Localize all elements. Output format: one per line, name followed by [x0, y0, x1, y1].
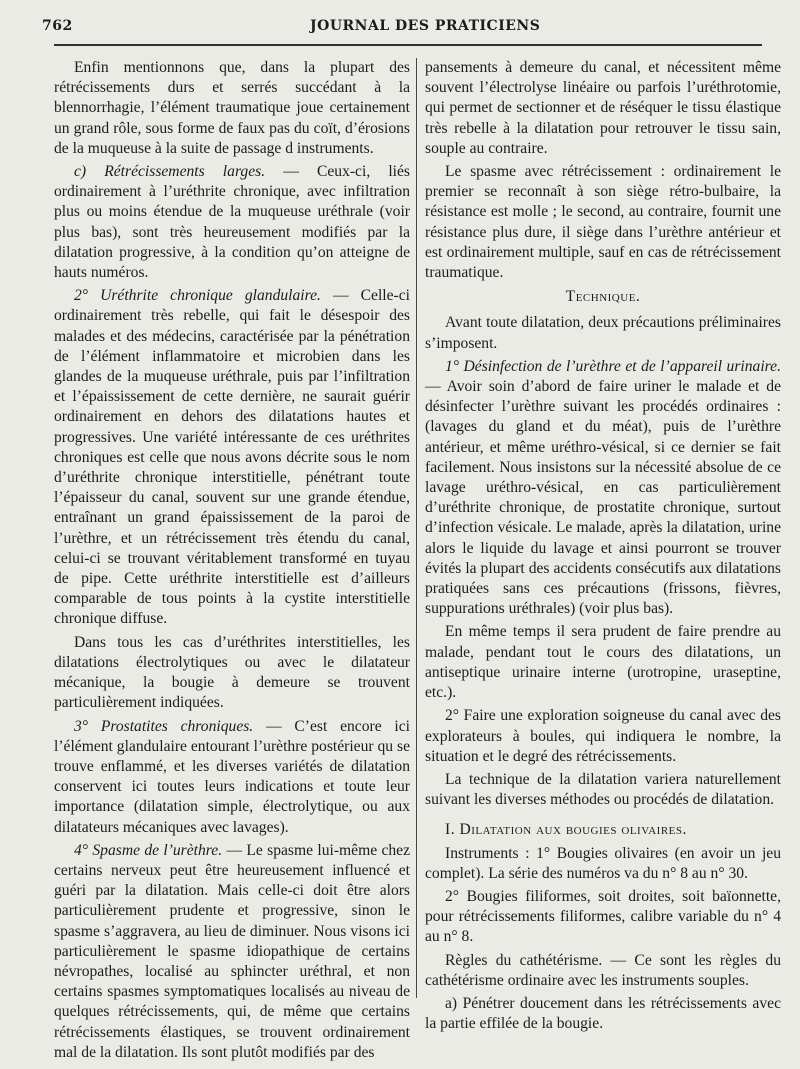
paragraph: Instruments : 1° Bougies olivaires (en avoir un jeu complet). La série des numéros va du n° 8 au n° 30. [425, 844, 781, 882]
paragraph-heading: 3° Prostatites chroniques. [74, 717, 254, 735]
paragraph [54, 162, 410, 283]
page-number: 762 [42, 18, 73, 34]
page-header [42, 18, 762, 42]
left-column [54, 58, 410, 1061]
paragraph: pansements à demeure du canal, et nécessitent même souvent l’électrolyse linéaire ou parfois l’uréthrotomie, qui permet de sectionner et de réséquer le tissu élastique très rebelle à la dilatation pour retrouver le tissu sain, souple au contraire. [425, 59, 781, 157]
paragraph-heading: c) Rétrécissements larges. [74, 163, 266, 181]
paragraph: a) Pénétrer doucement dans les rétrécissements avec la partie effilée de la bougie. [425, 994, 781, 1033]
paragraph: 2° Faire une exploration soigneuse du canal avec des explorateurs à boules, qui indiquera le nombre, la situation et le degré des rétrécissements. [425, 707, 781, 765]
paragraph [425, 357, 781, 620]
column-divider [416, 58, 417, 998]
paragraph-text: — C’est encore ici l’élément glandulaire entourant l’urèthre postérieur qu se trouve enflammé, et les diverses variétés de dilatation conservent ici toutes leurs indications et toute leur importance (dilatation simple, électrolytique, ou aux dilatateurs mécaniques avec lavages). [54, 717, 410, 836]
paragraph [54, 841, 410, 1063]
paragraph [54, 286, 410, 629]
paragraph-heading: 4° Spasme de l’urèthre. [74, 841, 223, 859]
paragraph: Règles du cathétérisme. — Ce sont les règles du cathétérisme ordinaire avec les instruments souples. [425, 951, 781, 989]
paragraph-text: — Le spasme lui-même chez certains nerveux peut être heureusement influencé et guéri par la dilatation. Mais celle-ci doit être alors particulièrement prudente et progressive, sinon le spasme s’aggravera, au lieu de diminuer. Nous visons ici particulièrement le spasme idiopathique de certains névropathes, localisé au sphincter uréthral, et non certains spasmes symptomatiques localisés au niveau de quelques rétrécissements, qui, de même que certains rétrécissements élastiques, se trouvent ordinairement mal de la dilatation. Ils sont plutôt modifiés par des [54, 841, 410, 1061]
paragraph-heading: 1° Désinfection de l’urèthre et de l’appareil urinaire. [445, 357, 781, 375]
paragraph-heading: 2° Uréthrite chronique glandulaire. [74, 287, 321, 305]
paragraph-text: — Avoir soin d’abord de faire uriner le malade et de désinfecter l’urèthre suivant les procédés ordinaires : (lavages du gland et du méat), puis de l’urèthre antérieur, et même uréthro-vésical, si ce dernier se fait facilement. Nous insistons sur la nécessité absolue de ce lavage uréthro-vésical, en cas particulièrement d’uréthrite chronique, de prostatite chronique, surtout d’infection vésicale. Le malade, après la dilatation, urine alors le liquide du lavage et ainsi pourront se trouver évités la plupart des accidents consécutifs aux dilatations pratiquées sans ces précautions (frissons, fièvres, suppurations uréthrales) (voir plus bas). [425, 378, 781, 618]
paragraph: Enfin mentionnons que, dans la plupart des rétrécissements durs et serrés succédant à la blennorrhagie, l’élément traumatique joue certainement un grand rôle, sous forme de faux pas du coït, d’érosions de la muqueuse à la suite de passage d instruments. [54, 59, 410, 157]
paragraph: Avant toute dilatation, deux précautions préliminaires s’imposent. [425, 314, 781, 352]
section-heading: Technique. [565, 288, 641, 306]
paragraph: Dans tous les cas d’uréthrites interstitielles, les dilatations électrolytiques ou avec le dilatateur mécanique, la bougie à demeure se trouvent particulièrement indiquées. [54, 633, 410, 712]
subsection-heading: I. Dilatation aux bougies olivaires. [445, 821, 687, 839]
journal-title: JOURNAL DES PRATICIENS [310, 18, 541, 34]
paragraph: La technique de la dilatation variera naturellement suivant les diverses méthodes ou procédés de dilatation. [425, 770, 781, 809]
paragraph: En même temps il sera prudent de faire prendre au malade, pendant tout le cours des dilatations, un antiseptique urinaire interne (urotropine, uraseptine, etc.). [425, 623, 781, 702]
header-rule [54, 44, 762, 46]
paragraph: 2° Bougies filiformes, soit droites, soit baïonnette, pour rétrécissements filiformes, calibre variable du n° 4 au n° 8. [425, 887, 781, 946]
right-column [425, 58, 781, 1048]
paragraph [54, 717, 410, 838]
paragraph-text: — Ceux-ci, liés ordinairement à l’uréthrite chronique, avec infiltration plus ou moins étendue de la muqueuse uréthrale (voir plus bas), sont très heureusement modifiés par la dilatation progressive, à la condition qu’on atteigne de hauts numéros. [54, 163, 410, 282]
paragraph: Le spasme avec rétrécissement : ordinairement le premier se reconnaît à son siège rétro-bulbaire, la résistance est molle ; le second, au contraire, fournit une résistance plus dure, il siège dans l’urèthre antérieur et est ordinairement multiple, sauf en cas de rétrécissement traumatique. [425, 163, 781, 282]
paragraph-text: — Celle-ci ordinairement très rebelle, qui fait le désespoir des malades et des médecins, caractérisée par la pénétration de l’élément inflammatoire et microbien dans les glandes de la muqueuse uréthrale, puis par l’infiltration et l’épaississement de cette dernière, ne saurait guérir ordinairement en dehors des dilatations hautes et progressives. Une variété intéressante de ces uréthrites chroniques est celle que nous avons décrite sous le nom d’uréthrite chronique interstitielle, pénétrant toute l’épaisseur du canal, souvent sur une grande étendue, entraînant un grand épaississement de la paroi de l’urèthre, et un rétrécissement très étendu du canal, celui-ci se trouvant véritablement transformé en tuyau de pipe. Cette uréthrite interstitielle est d’ailleurs comparable de tous points à la cystite interstitielle chronique diffuse. [54, 287, 410, 628]
